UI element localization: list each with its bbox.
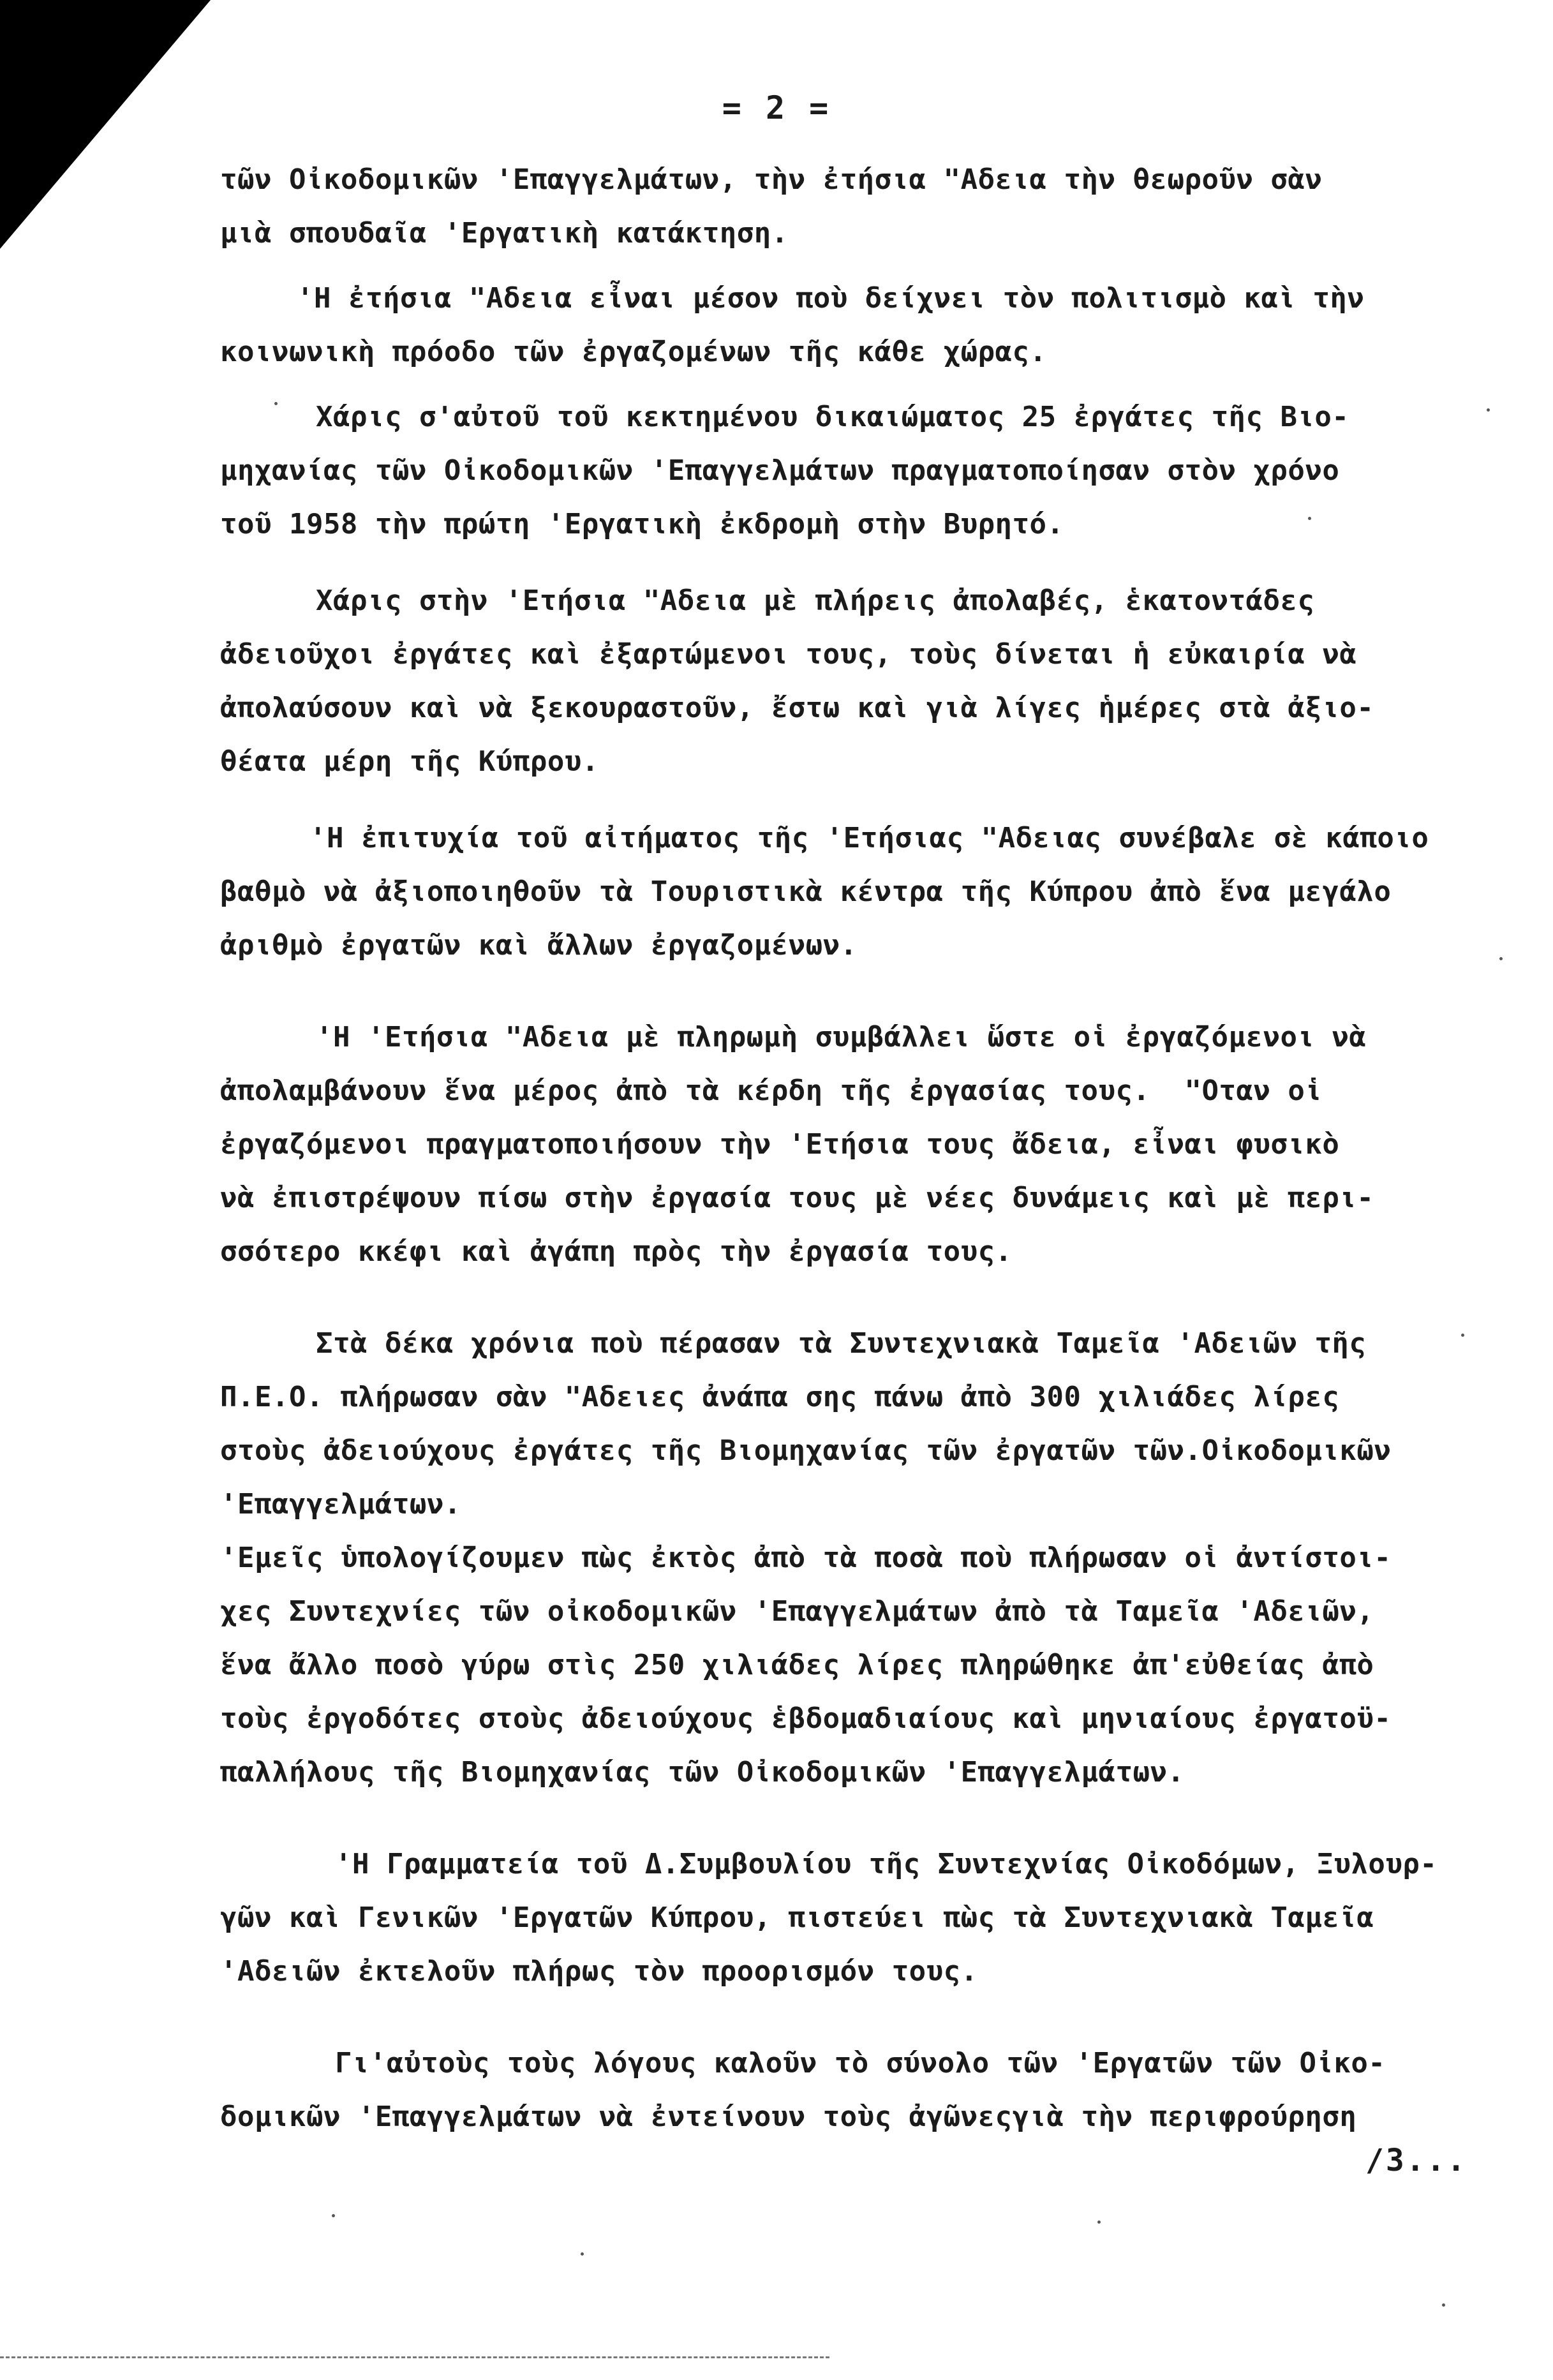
- text-line: 'Η Γραμματεία τοῦ Δ.Συμβουλίου τῆς Συντεχνίας Οἰκοδόμων, Ξυλουρ-: [335, 1848, 1438, 1880]
- text-line: κοινωνικὴ πρόοδο τῶν ἐργαζομένων τῆς κάθε χώρας.: [220, 336, 1047, 368]
- paragraph: [220, 812, 1503, 972]
- text-line: χες Συντεχνίες τῶν οἰκοδομικῶν 'Επαγγελμάτων ἀπὸ τὰ Ταμεῖα 'Αδειῶν,: [220, 1595, 1374, 1628]
- text-line: 'Επαγγελμάτων.: [220, 1488, 461, 1521]
- text-line: νὰ ἐπιστρέψουν πίσω στὴν ἐργασία τους μὲ νέες δυνάμεις καὶ μὲ περι-: [220, 1182, 1374, 1214]
- text-line: βαθμὸ νὰ ἀξιοποιηθοῦν τὰ Τουριστικὰ κέντρα τῆς Κύπρου ἀπὸ ἕνα μεγάλο: [220, 875, 1392, 908]
- text-line: τοὺς ἐργοδότες στοὺς ἀδειούχους ἑβδομαδιαίους καὶ μηνιαίους ἐργατοϋ-: [220, 1702, 1392, 1735]
- scan-speck: [581, 2252, 584, 2256]
- paragraph: [220, 1317, 1503, 1799]
- paragraph: [220, 390, 1503, 551]
- text-line: Π.Ε.Ο. πλήρωσαν σὰν "Αδειες ἀνάπα σης πάνω ἀπὸ 300 χιλιάδες λίρες: [220, 1381, 1340, 1413]
- paragraph: [220, 153, 1503, 260]
- scan-speck: [1487, 408, 1490, 412]
- page-number: = 2 =: [722, 89, 831, 126]
- paragraph: [220, 574, 1503, 789]
- paragraph: [220, 1838, 1503, 1998]
- text-line: Χάρις στὴν 'Ετήσια "Αδεια μὲ πλήρεις ἀπολαβές, ἑκατοντάδες: [316, 584, 1315, 617]
- paragraph: [220, 1011, 1503, 1279]
- text-line: σσότερο κκέφι καὶ ἀγάπη πρὸς τὴν ἐργασία τους.: [220, 1235, 1013, 1268]
- bottom-edge-mark: [0, 2356, 829, 2358]
- scan-speck: [1499, 957, 1503, 960]
- continuation-marker: /3...: [1365, 2143, 1468, 2178]
- text-line: ἕνα ἄλλο ποσὸ γύρω στὶς 250 χιλιάδες λίρες πληρώθηκε ἀπ'εὐθείας ἀπὸ: [220, 1649, 1374, 1681]
- scan-speck: [332, 2214, 335, 2217]
- document-body: [220, 153, 1503, 2144]
- text-line: Χάρις σ'αὐτοῦ τοῦ κεκτημένου δικαιώματος 25 ἐργάτες τῆς Βιο-: [316, 401, 1349, 433]
- scan-speck: [1461, 1334, 1464, 1337]
- text-line: 'Η ἐτήσια "Αδεια εἶναι μέσον ποὺ δείχνει τὸν πολιτισμὸ καὶ τὴν: [297, 282, 1365, 315]
- text-line: Στὰ δέκα χρόνια ποὺ πέρασαν τὰ Συντεχνιακὰ Ταμεῖα 'Αδειῶν τῆς: [316, 1327, 1367, 1360]
- text-line: Γι'αὐτοὺς τοὺς λόγους καλοῦν τὸ σύνολο τῶν 'Εργατῶν τῶν Οἰκο-: [335, 2047, 1386, 2079]
- text-line: θέατα μέρη τῆς Κύπρου.: [220, 745, 599, 778]
- text-line: γῶν καὶ Γενικῶν 'Εργατῶν Κύπρου, πιστεύει πὼς τὰ Συντεχνιακὰ Ταμεῖα: [220, 1901, 1374, 1934]
- text-line: παλλήλους τῆς Βιομηχανίας τῶν Οἰκοδομικῶν 'Επαγγελμάτων.: [220, 1756, 1185, 1789]
- text-line: ἀπολαμβάνουν ἕνα μέρος ἀπὸ τὰ κέρδη τῆς ἐργασίας τους. "Οταν οἱ: [220, 1075, 1323, 1107]
- text-line: δομικῶν 'Επαγγελμάτων νὰ ἐντείνουν τοὺς ἀγῶνεςγιὰ τὴν περιφρούρηση: [220, 2101, 1357, 2133]
- scan-speck: [274, 402, 278, 405]
- paragraph: [220, 272, 1503, 379]
- text-line: ἀδειοῦχοι ἐργάτες καὶ ἐξαρτώμενοι τους, τοὺς δίνεται ἡ εὐκαιρία νὰ: [220, 638, 1357, 671]
- text-line: μιὰ σπουδαῖα 'Εργατικὴ κατάκτηση.: [220, 217, 789, 249]
- text-line: 'Η 'Ετήσια "Αδεια μὲ πληρωμὴ συμβάλλει ὥστε οἱ ἐργαζόμενοι νὰ: [316, 1021, 1367, 1053]
- text-line: 'Η ἐπιτυχία τοῦ αἰτήματος τῆς 'Ετήσιας "Αδειας συνέβαλε σὲ κάποιο: [309, 822, 1429, 854]
- text-line: τῶν Οἰκοδομικῶν 'Επαγγελμάτων, τὴν ἐτήσια "Αδεια τὴν θεωροῦν σὰν: [220, 163, 1323, 196]
- text-line: ἐργαζόμενοι πραγματοποιήσουν τὴν 'Ετήσια τους ἄδεια, εἶναι φυσικὸ: [220, 1128, 1340, 1161]
- text-line: στοὺς ἀδειούχους ἐργάτες τῆς Βιομηχανίας τῶν ἐργατῶν τῶν.Οἰκοδομικῶν: [220, 1434, 1392, 1467]
- scan-speck: [1442, 2303, 1445, 2307]
- text-line: τοῦ 1958 τὴν πρώτη 'Εργατικὴ ἐκδρομὴ στὴν Βυρητό.: [220, 508, 1064, 540]
- paragraph: [220, 2037, 1503, 2144]
- text-line: μηχανίας τῶν Οἰκοδομικῶν 'Επαγγελμάτων πραγματοποίησαν στὸν χρόνο: [220, 454, 1340, 487]
- text-line: 'Εμεῖς ὑπολογίζουμεν πὼς ἐκτὸς ἀπὸ τὰ ποσὰ ποὺ πλήρωσαν οἱ ἀντίστοι-: [220, 1542, 1392, 1574]
- scan-speck: [1308, 517, 1311, 520]
- text-line: ἀπολαύσουν καὶ νὰ ξεκουραστοῦν, ἔστω καὶ γιὰ λίγες ἡμέρες στὰ ἀξιο-: [220, 692, 1374, 724]
- text-line: 'Αδειῶν ἐκτελοῦν πλήρως τὸν προορισμόν τους.: [220, 1955, 978, 1988]
- text-line: ἀριθμὸ ἐργατῶν καὶ ἄλλων ἐργαζομένων.: [220, 929, 858, 962]
- scan-speck: [1097, 2220, 1101, 2224]
